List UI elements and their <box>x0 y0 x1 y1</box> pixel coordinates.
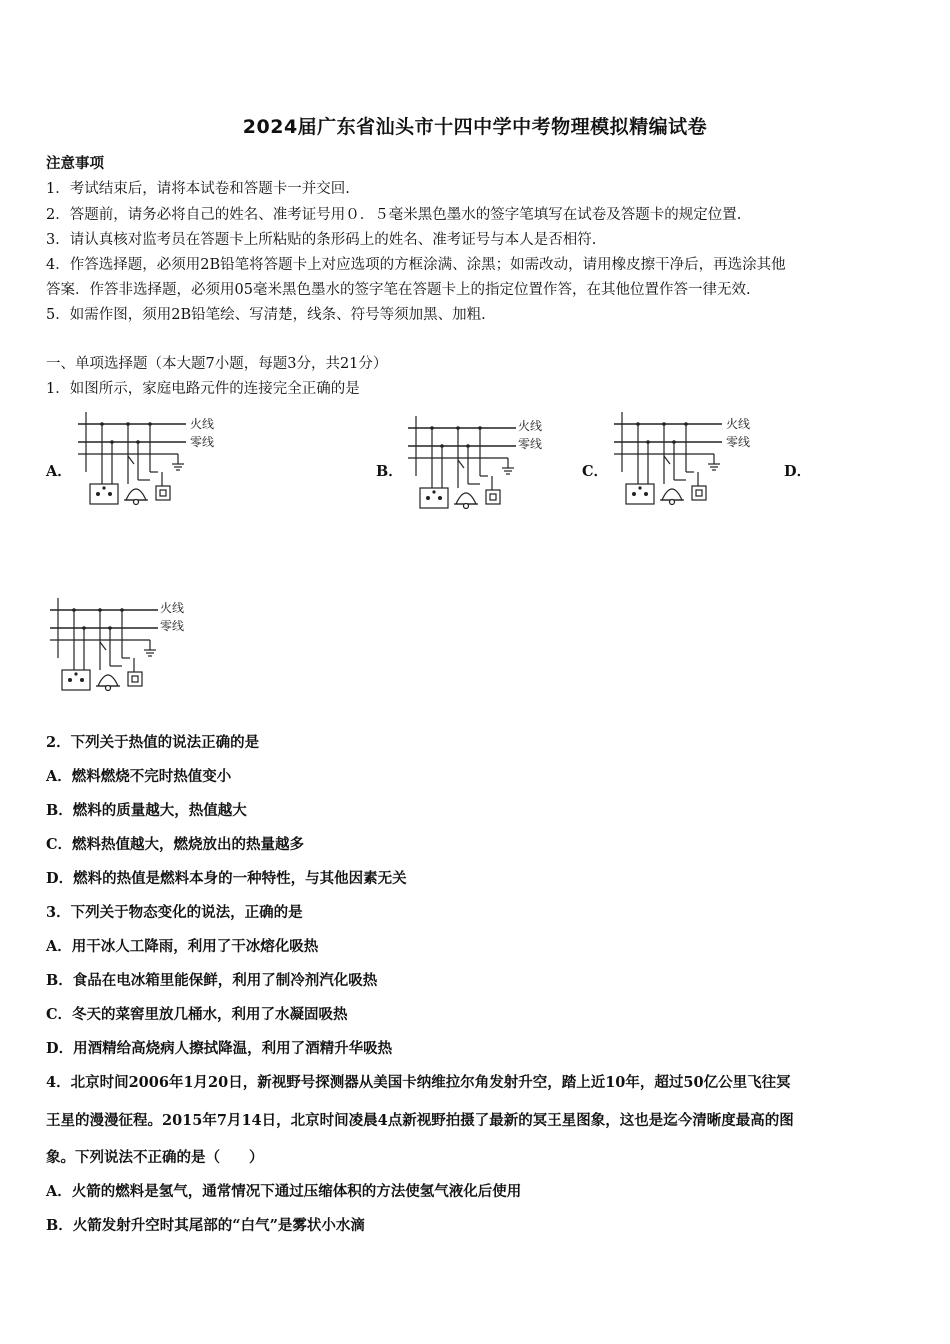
q1-option-a-circuit <box>78 410 228 520</box>
zero-line-label: 零线 <box>190 435 215 449</box>
q3-option-d: D．用酒精给高烧病人擦拭降温，利用了酒精升华吸热 <box>46 1040 393 1057</box>
q4-option-a: A．火箭的燃料是氢气，通常情况下通过压缩体积的方法使氢气液化后使用 <box>46 1183 522 1200</box>
question-4-stem-line-2: 王星的漫漫征程。2015年7月14日，北京时间凌晨4点新视野拍摄了最新的冥王星图象，这也是迄今清晰度最高的图 <box>46 1112 794 1129</box>
q3-option-b: B．食品在电冰箱里能保鲜，利用了制冷剂汽化吸热 <box>46 972 378 989</box>
q2-option-c: C．燃料热值越大，燃烧放出的热量越多 <box>46 836 305 853</box>
section-heading: 一、单项选择题（本大题7小题，每题3分，共21分） <box>46 356 388 372</box>
notice-item-4-cont: 答案．作答非选择题，必须用05毫米黑色墨水的签字笔在答题卡上的指定位置作答，在其他位置作答一律无效. <box>46 282 751 298</box>
question-1-stem: 1．如图所示，家庭电路元件的连接完全正确的是 <box>46 381 360 397</box>
notice-item-1: 1．考试结束后，请将本试卷和答题卡一并交回. <box>46 181 350 197</box>
q2-option-a: A．燃料燃烧不完时热值变小 <box>46 768 232 785</box>
q1-option-d-circuit <box>50 596 200 706</box>
q1-option-b-label: B． <box>376 463 403 480</box>
fire-line-label: 火线 <box>160 601 185 615</box>
fire-line-label: 火线 <box>726 417 751 431</box>
question-4-stem-line-1: 4．北京时间2006年1月20日，新视野号探测器从美国卡纳维拉尔角发射升空，踏上近10年，超过50亿公里飞往冥 <box>46 1074 791 1091</box>
q2-option-d: D．燃料的热值是燃料本身的一种特性，与其他因素无关 <box>46 870 407 887</box>
notice-heading: 注意事项 <box>46 155 104 172</box>
fire-line-label: 火线 <box>190 417 215 431</box>
notice-item-5: 5．如需作图，须用2B铅笔绘、写清楚，线条、符号等须加黑、加粗. <box>46 307 486 323</box>
q1-option-a-label: A． <box>46 463 72 480</box>
notice-item-2: 2．答题前，请务必将自己的姓名、准考证号用０．５毫米黑色墨水的签字笔填写在试卷及答题卡的规定位置. <box>46 207 742 223</box>
q1-option-c-circuit <box>614 410 764 520</box>
q3-option-c: C．冬天的菜窖里放几桶水，利用了水凝固吸热 <box>46 1006 348 1023</box>
question-3-stem: 3．下列关于物态变化的说法，正确的是 <box>46 904 303 921</box>
q4-option-b: B．火箭发射升空时其尾部的“白气”是雾状小水滴 <box>46 1217 365 1234</box>
zero-line-label: 零线 <box>518 437 543 451</box>
fire-line-label: 火线 <box>518 419 543 433</box>
q3-option-a: A．用干冰人工降雨，利用了干冰熔化吸热 <box>46 938 319 955</box>
q1-option-c-label: C． <box>582 463 609 480</box>
zero-line-label: 零线 <box>726 435 751 449</box>
q1-option-b-circuit <box>408 414 558 524</box>
question-4-stem-line-3: 象。下列说法不正确的是（ ） <box>46 1149 264 1166</box>
zero-line-label: 零线 <box>160 619 185 633</box>
question-2-stem: 2．下列关于热值的说法正确的是 <box>46 734 260 751</box>
q2-option-b: B．燃料的质量越大，热值越大 <box>46 802 247 819</box>
notice-item-4: 4．作答选择题，必须用2B铅笔将答题卡上对应选项的方框涂满、涂黑；如需改动，请用橡皮擦干净后，再选涂其他 <box>46 257 786 273</box>
q1-option-d-label: D． <box>784 463 812 480</box>
notice-item-3: 3．请认真核对监考员在答题卡上所粘贴的条形码上的姓名、准考证号与本人是否相符. <box>46 232 597 248</box>
page-title: 2024届广东省汕头市十四中学中考物理模拟精编试卷 <box>242 116 708 138</box>
